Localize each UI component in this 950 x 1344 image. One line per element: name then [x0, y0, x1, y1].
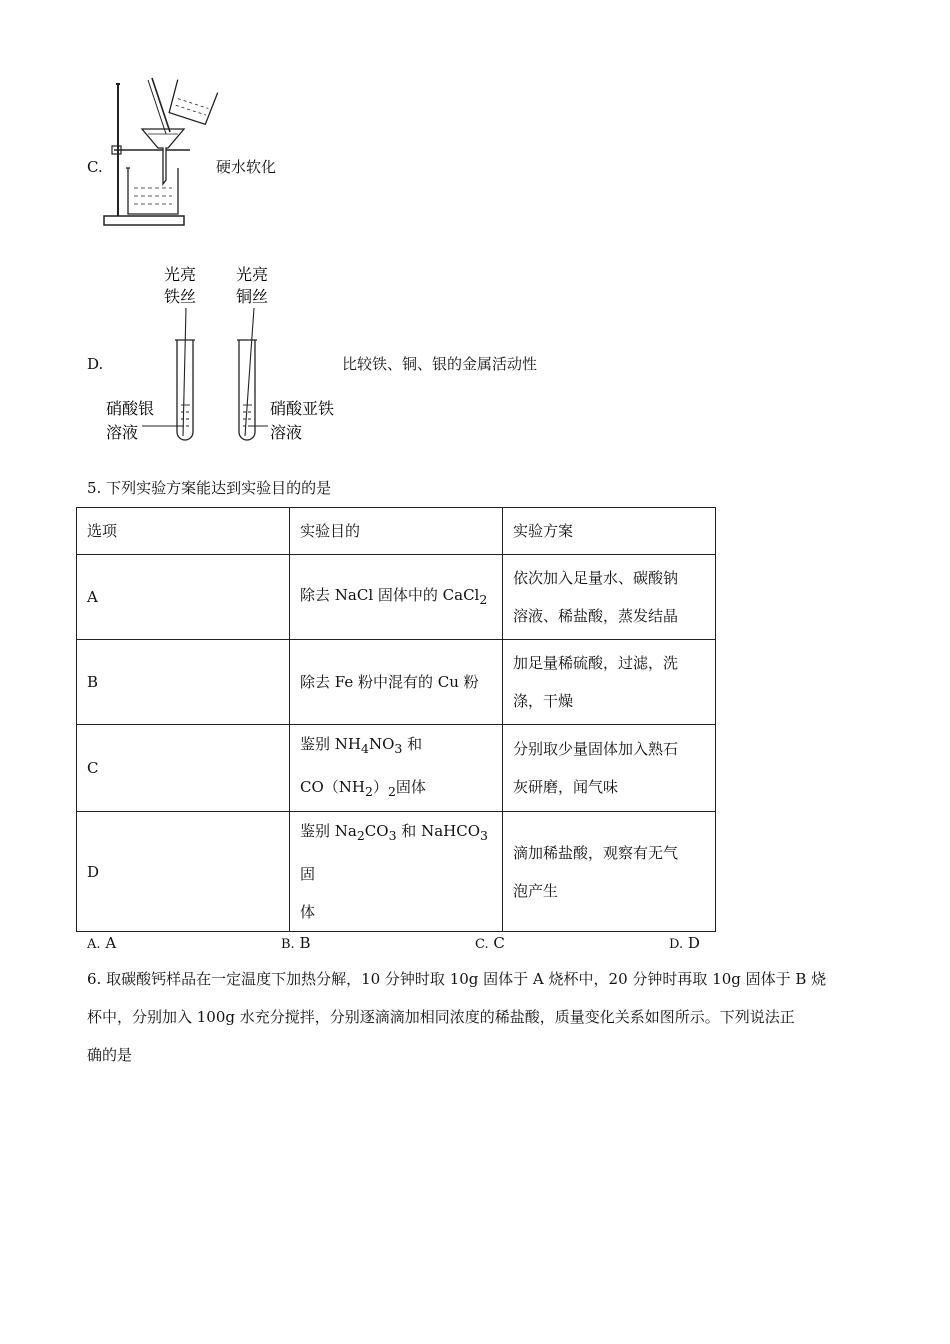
- tube2-solution-line2: 溶液: [270, 423, 303, 442]
- choice-d[interactable]: D. D: [669, 934, 700, 952]
- tube1-label-line1: 光亮: [164, 265, 197, 284]
- q6-line-1: 6. 取碳酸钙样品在一定温度下加热分解，10 分钟时取 10g 固体于 A 烧杯中，20 分钟时再取 10g 固体于 B 烧: [87, 970, 827, 988]
- table-row: [77, 640, 716, 725]
- table-header-row: [77, 508, 716, 555]
- tube1-solution-line2: 溶液: [106, 423, 139, 442]
- header-plan: 实验方案: [503, 508, 716, 555]
- row-c-purpose: 鉴别 $NH_4NO_3$ 和 $CO(NH_2)_2$固体: [290, 725, 503, 812]
- tube2-label-line1: 光亮: [236, 265, 269, 284]
- metal-activity-figure: [104, 260, 354, 450]
- filtration-apparatus-figure: [100, 76, 220, 232]
- q6-line-2: 杯中，分别加入 100g 水充分搅拌，分别逐滴滴加相同浓度的稀盐酸，质量变化关系如图所示。下列说法正: [87, 1008, 795, 1026]
- option-c-caption: 硬水软化: [216, 158, 277, 176]
- row-b-purpose: 除去 Fe 粉中混有的 Cu 粉: [290, 640, 503, 725]
- header-purpose: 实验目的: [290, 508, 503, 555]
- table-row: [77, 555, 716, 640]
- row-a-plan: 依次加入足量水、碳酸钠 溶液、稀盐酸，蒸发结晶: [503, 555, 716, 640]
- option-c-letter: C.: [87, 158, 103, 176]
- table-row: [77, 725, 716, 812]
- q6-line-3: 确的是: [87, 1046, 133, 1064]
- option-d-letter: D.: [87, 355, 104, 373]
- option-d-caption: 比较铁、铜、银的金属活动性: [342, 355, 538, 373]
- row-c-option: C: [77, 725, 290, 812]
- row-d-plan: 滴加稀盐酸，观察有无气 泡产生: [503, 812, 716, 932]
- row-c-plan: 分别取少量固体加入熟石 灰研磨，闻气味: [503, 725, 716, 812]
- row-d-option: D: [77, 812, 290, 932]
- choice-b[interactable]: B. B: [281, 934, 311, 952]
- table-row: [77, 812, 716, 932]
- choice-a[interactable]: A. A: [87, 934, 117, 952]
- q5-table: [76, 507, 716, 932]
- tube1-solution-line1: 硝酸银: [106, 399, 155, 418]
- tube2-label-line2: 铜丝: [236, 287, 269, 306]
- row-b-plan: 加足量稀硫酸，过滤，洗 涤，干燥: [503, 640, 716, 725]
- row-b-option: B: [77, 640, 290, 725]
- row-a-purpose: 除去 NaCl 固体中的 CaCl$_2$: [290, 555, 503, 640]
- choice-c[interactable]: C. C: [475, 934, 505, 952]
- tube2-solution-line1: 硝酸亚铁: [270, 399, 335, 418]
- header-option: 选项: [77, 508, 290, 555]
- tube1-label-line2: 铁丝: [164, 287, 197, 306]
- row-a-option: A: [77, 555, 290, 640]
- row-d-purpose: 鉴别 $Na_2CO_3$ 和 NaHCO$_3$ 固 体: [290, 812, 503, 932]
- q5-stem: 5. 下列实验方案能达到实验目的的是: [87, 479, 332, 497]
